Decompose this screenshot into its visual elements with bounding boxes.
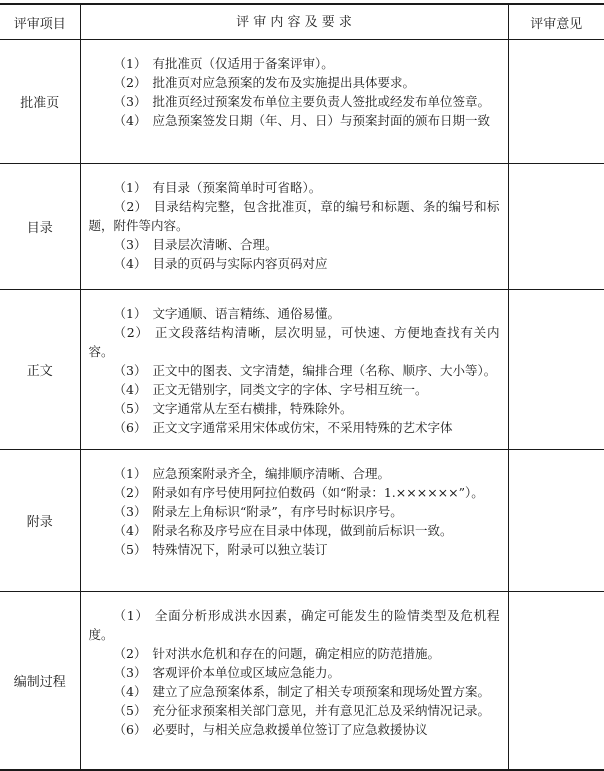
section-name: 正文	[0, 290, 80, 450]
section-name: 附录	[0, 450, 80, 592]
requirement-item	[89, 701, 500, 720]
requirement-text: 特殊情况下，附录可以独立装订	[152, 542, 328, 557]
requirement-item	[89, 606, 500, 644]
requirement-text: 针对洪水危机和存在的问题，确定相应的防范措施。	[152, 646, 440, 661]
section-row	[0, 164, 604, 290]
requirement-text: 正文文字通常采用宋体或仿宋，不采用特殊的艺术字体	[152, 420, 453, 435]
requirement-number: （6）	[113, 722, 147, 737]
requirement-text: 充分征求预案相关部门意见，并有意见汇总及采纳情况记录。	[152, 703, 490, 718]
requirement-text: 批准页对应急预案的发布及实施提出具体要求。	[152, 75, 415, 90]
requirement-item	[89, 235, 500, 254]
requirement-number: （6）	[113, 420, 147, 435]
requirement-item	[89, 663, 500, 682]
requirement-text: 有目录（预案简单时可省略）。	[152, 180, 322, 195]
requirement-item	[89, 254, 500, 273]
requirement-number: （2）	[113, 75, 147, 90]
requirement-number: （1）	[113, 180, 147, 195]
requirement-number: （3）	[113, 665, 147, 680]
requirement-number: （1）	[113, 56, 147, 71]
requirement-text: 必要时，与相关应急救援单位签订了应急救援协议	[152, 722, 428, 737]
requirement-item	[89, 197, 500, 235]
requirement-text: 目录层次清晰、合理。	[152, 237, 278, 252]
requirement-item	[89, 92, 500, 111]
section-name: 目录	[0, 164, 80, 290]
table-header-row	[0, 4, 604, 40]
requirement-item	[89, 399, 500, 418]
requirement-item	[89, 304, 500, 323]
requirement-text: 批准页经过预案发布单位主要负责人签批或经发布单位签章。	[152, 94, 490, 109]
requirement-number: （4）	[113, 684, 147, 699]
requirement-item	[89, 418, 500, 437]
requirement-item	[89, 502, 500, 521]
requirement-number: （2）	[113, 485, 147, 500]
requirement-number: （2）	[113, 646, 147, 661]
requirement-text: 目录结构完整，包含批准页，章的编号和标题、条的编号和标题，附件等内容。	[88, 199, 500, 233]
requirement-number: （4）	[113, 523, 147, 538]
section-requirements	[80, 290, 508, 450]
requirement-text: 有批准页（仅适用于备案评审）。	[152, 56, 334, 71]
requirement-item	[89, 483, 500, 502]
section-row	[0, 592, 604, 770]
section-requirements	[80, 40, 508, 164]
requirement-number: （1）	[113, 466, 147, 481]
requirement-number: （2）	[113, 199, 148, 214]
requirement-number: （3）	[113, 237, 147, 252]
requirement-text: 附录左上角标识“附录”，有序号时标识序号。	[152, 504, 403, 519]
requirement-item	[89, 464, 500, 483]
opinion-cell[interactable]	[508, 450, 604, 592]
section-row	[0, 40, 604, 164]
requirement-text: 正文段落结构清晰，层次明显，可快速、方便地查找有关内容。	[88, 325, 500, 359]
requirement-text: 建立了应急预案体系，制定了相关专项预案和现场处置方案。	[152, 684, 490, 699]
section-name: 批准页	[0, 40, 80, 164]
requirement-number: （4）	[113, 113, 147, 128]
header-content: 评 审 内 容 及 要 求	[80, 4, 508, 40]
section-row	[0, 290, 604, 450]
requirement-text: 应急预案签发日期（年、月、日）与预案封面的颁布日期一致	[152, 113, 490, 128]
header-item: 评审项目	[0, 4, 80, 40]
requirement-text: 客观评价本单位或区域应急能力。	[152, 665, 340, 680]
section-requirements	[80, 450, 508, 592]
requirement-number: （5）	[113, 703, 147, 718]
requirement-number: （2）	[113, 325, 149, 340]
requirement-number: （4）	[113, 256, 147, 271]
opinion-cell[interactable]	[508, 592, 604, 770]
opinion-cell[interactable]	[508, 290, 604, 450]
requirement-number: （3）	[113, 504, 147, 519]
requirement-text: 附录如有序号使用阿拉伯数码（如“附录：1.××××××”）。	[152, 485, 484, 500]
section-requirements	[80, 592, 508, 770]
requirement-item	[89, 111, 500, 130]
requirement-text: 正文无错别字，同类文字的字体、字号相互统一。	[152, 382, 428, 397]
requirement-text: 附录名称及序号应在目录中体现，做到前后标识一致。	[152, 523, 453, 538]
requirement-item	[89, 720, 500, 739]
requirement-item	[89, 178, 500, 197]
requirement-number: （1）	[113, 608, 149, 623]
requirement-item	[89, 380, 500, 399]
requirement-item	[89, 644, 500, 663]
requirement-text: 文字通顺、语言精练、通俗易懂。	[152, 306, 340, 321]
requirement-text: 目录的页码与实际内容页码对应	[152, 256, 328, 271]
requirement-number: （5）	[113, 401, 147, 416]
requirement-text: 正文中的图表、文字清楚，编排合理（名称、顺序、大小等）。	[152, 363, 497, 378]
requirement-number: （4）	[113, 382, 147, 397]
requirement-number: （5）	[113, 542, 147, 557]
opinion-cell[interactable]	[508, 164, 604, 290]
requirement-number: （1）	[113, 306, 147, 321]
requirement-item	[89, 323, 500, 361]
requirement-item	[89, 540, 500, 559]
requirement-item	[89, 361, 500, 380]
requirement-item	[89, 54, 500, 73]
section-name: 编制过程	[0, 592, 80, 770]
header-opinion: 评审意见	[508, 4, 604, 40]
requirement-number: （3）	[113, 94, 147, 109]
requirement-item	[89, 73, 500, 92]
section-row	[0, 450, 604, 592]
requirement-text: 应急预案附录齐全，编排顺序清晰、合理。	[152, 466, 390, 481]
section-requirements	[80, 164, 508, 290]
opinion-cell[interactable]	[508, 40, 604, 164]
requirement-number: （3）	[113, 363, 147, 378]
requirement-item	[89, 521, 500, 540]
requirement-item	[89, 682, 500, 701]
review-table	[0, 3, 604, 771]
requirement-text: 全面分析形成洪水因素，确定可能发生的险情类型及危机程度。	[88, 608, 500, 642]
requirement-text: 文字通常从左至右横排，特殊除外。	[152, 401, 353, 416]
